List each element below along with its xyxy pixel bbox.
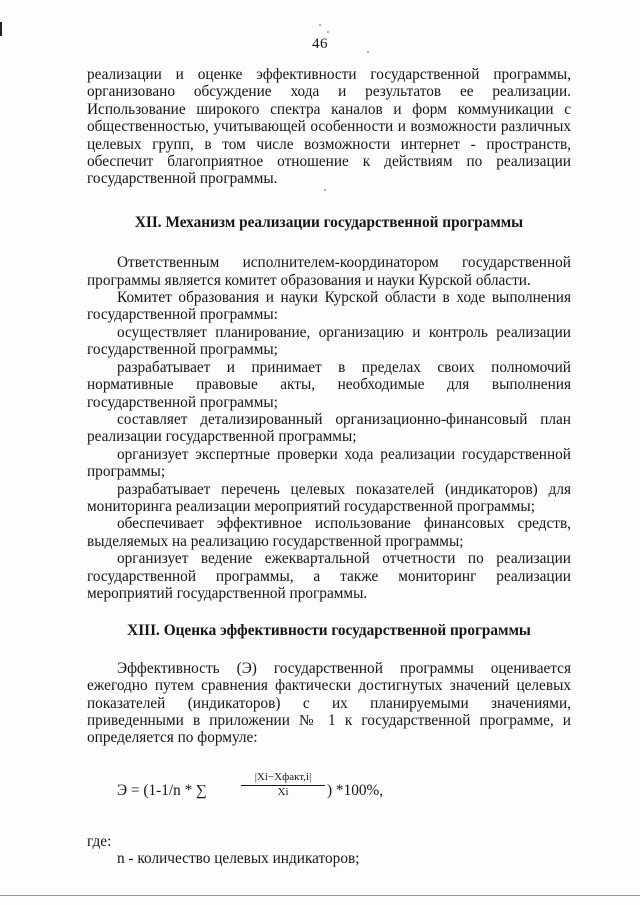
scan-edge-mark [0, 22, 2, 36]
formula-denominator: Xi [277, 785, 289, 798]
formula-numerator: |Xi−Xфакт,i| [241, 771, 325, 786]
intro-paragraph: реализации и оценке эффективности государственной программы, организовано обсуждение хода и результатов ее реализации. Использование широкого спектра каналов и форм коммуникации с общественностью, учитывающей особенности и возможности различных целевых групп, в том числе возможности интернет - пространств, обеспечит благоприятное отношение к действиям по реализации государственной программы. [87, 66, 571, 188]
efficiency-formula [117, 770, 571, 809]
scan-speck [327, 31, 329, 33]
section-13-heading: XIII. Оценка эффективности государственной программы [127, 622, 531, 640]
section-12-paragraph: разрабатывает и принимает в пределах своих полномочий нормативные правовые акты, необходимые для выполнения государственной программы; [87, 358, 571, 411]
section-13-paragraph: Эффективность (Э) государственной программы оценивается ежегодно путем сравнения фактически достигнутых значений целевых показателей (индикаторов) с их планируемыми значениями, приведенными в приложении № 1 к государственной программе, и определяется по формуле: [87, 659, 571, 747]
section-12-paragraph: обеспечивает эффективное использование финансовых средств, выделяемых на реализацию государственной программы; [87, 515, 571, 550]
formula-lead: Э = (1-1/n * ∑ [117, 781, 207, 799]
formula-tail: ) *100%, [327, 781, 384, 799]
definition-n: n - количество целевых индикаторов; [117, 850, 360, 868]
section-12-paragraph: Комитет образования и науки Курской области в ходе выполнения государственной программы: [87, 289, 571, 324]
section-12-heading: XII. Механизм реализации государственной программы [134, 213, 524, 231]
document-body [87, 66, 571, 868]
scan-speck [319, 24, 321, 26]
page-bottom-edge [0, 895, 640, 896]
section-12-paragraph: организует экспертные проверки хода реализации государственной программы; [87, 445, 571, 481]
section-12-paragraph: составляет детализированный организационно-финансовый план реализации государственной программы; [87, 410, 571, 446]
section-12-paragraph: осуществляет планирование, организацию и контроль реализации государственной программы; [87, 323, 571, 359]
page-number: 46 [312, 36, 328, 52]
section-12-paragraph: Ответственным исполнителем-координатором государственной программы является комитет образования и науки Курской области. [87, 254, 571, 289]
scan-speck [367, 51, 369, 53]
formula-fraction [241, 771, 325, 799]
section-12-paragraph: организует ведение ежеквартальной отчетности по реализации государственной программы, а также мониторинг реализации мероприятий государственной программы. [87, 550, 571, 602]
where-label: где: [87, 832, 112, 850]
section-12-paragraph: разрабатывает перечень целевых показателей (индикаторов) для мониторинга реализации мероприятий государственной программы; [87, 480, 571, 515]
